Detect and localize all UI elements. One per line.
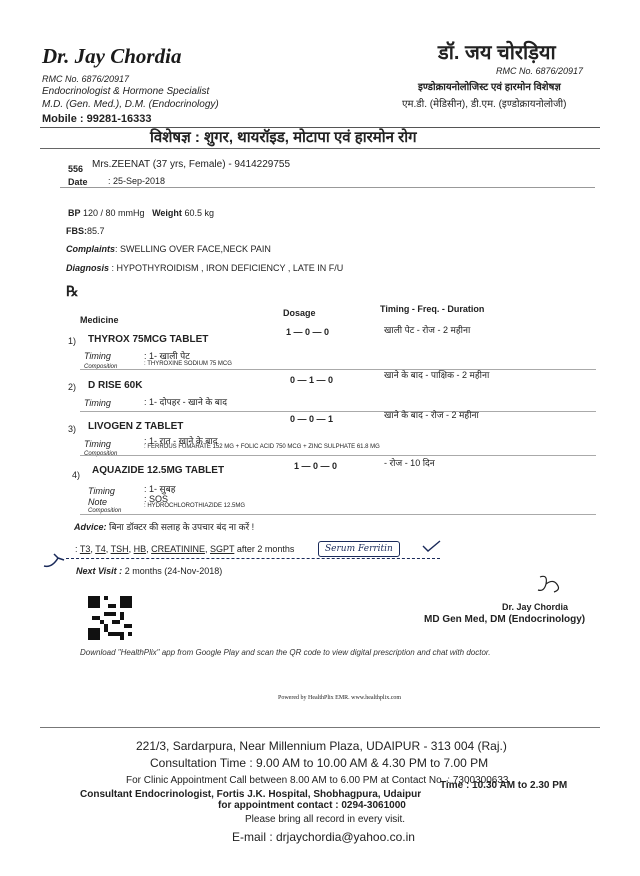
- composition-value: : FERROUS FUMARATE 152 MG + FOLIC ACID 750 MCG + ZINC SULPHATE 61.8 MG: [144, 444, 380, 450]
- row-divider: [80, 369, 596, 370]
- test-item: TSH: [110, 544, 129, 554]
- mobile-number: Mobile : 99281-16333: [42, 113, 152, 125]
- medicine-dose: 1 — 0 — 0: [286, 327, 330, 337]
- doctor-specialty: Endocrinologist & Hormone Specialist: [42, 86, 210, 97]
- rx-symbol: ℞: [66, 285, 79, 300]
- composition-value: : THYROXINE SODIUM 75 MCG: [144, 361, 232, 367]
- test-item: T3: [79, 544, 91, 554]
- header-medicine: Medicine: [80, 315, 119, 325]
- consultation-time: Consultation Time : 9.00 AM to 10.00 AM & 4.30 PM to 7.00 PM: [150, 756, 489, 770]
- email: E-mail : drjaychordia@yahoo.co.in: [232, 830, 415, 844]
- tests-advised: : T3, T4, TSH, HB, CREATININE, SGPT after 2 months: [75, 544, 295, 554]
- timing-value: : 1- खाली पेट: [144, 351, 190, 361]
- header-timing: Timing - Freq. - Duration: [380, 304, 485, 314]
- signature-mark: [534, 574, 564, 594]
- fortis-time: Time : 10.30 AM to 2.30 PM: [440, 780, 568, 791]
- header-dosage: Dosage: [283, 308, 316, 318]
- specialty-banner: विशेषज्ञ : शुगर, थायरॉइड, मोटापा एवं हारमोन रोग: [150, 129, 417, 146]
- complaints: Complaints: SWELLING OVER FACE,NECK PAIN: [66, 244, 271, 254]
- next-visit: Next Visit : 2 months (24-Nov-2018): [76, 566, 223, 576]
- handwritten-check-mark: [420, 538, 444, 554]
- test-item: SGPT: [209, 544, 235, 554]
- test-item: T4: [95, 544, 106, 554]
- fortis-contact: for appointment contact : 0294-3061000: [218, 800, 406, 811]
- handwritten-arrow-mark: [40, 548, 70, 572]
- diagnosis: Diagnosis : HYPOTHYROIDISM , IRON DEFICIENCY , LATE IN F/U: [66, 263, 344, 273]
- qr-code: [88, 596, 132, 640]
- date-value: : 25-Sep-2018: [108, 176, 166, 186]
- powered-by: Powered by HealthPlix EMR. www.healthplix.com: [278, 695, 402, 701]
- medicine-name: D RISE 60K: [88, 380, 143, 391]
- medicine-dose: 0 — 1 — 0: [290, 375, 334, 385]
- row-divider: [80, 514, 596, 515]
- medicine-number: 2): [68, 382, 77, 392]
- composition-label: Composition: [84, 451, 118, 457]
- medicine-dose: 0 — 0 — 1: [290, 414, 334, 424]
- clinic-address: 221/3, Sardarpura, Near Millennium Plaza, UDAIPUR - 313 004 (Raj.): [136, 739, 507, 753]
- divider: [60, 187, 595, 188]
- fortis-info: Consultant Endocrinologist, Fortis J.K. Hospital, Shobhagpura, Udaipur: [80, 789, 422, 800]
- rmc-number: RMC No. 6876/20917: [42, 74, 130, 84]
- timing-label: Timing: [84, 351, 111, 361]
- timing-label: Timing: [84, 398, 111, 408]
- doctor-degrees: M.D. (Gen. Med.), D.M. (Endocrinology): [42, 99, 219, 110]
- medicine-name: THYROX 75MCG TABLET: [88, 334, 209, 345]
- timing-label: Timing: [88, 486, 115, 496]
- medicine-frequency: खाली पेट - रोज - 2 महीना: [384, 325, 471, 335]
- test-item: CREATININE: [151, 544, 205, 554]
- doctor-specialty-hindi: इण्डोक्रायनोलोजिस्ट एवं हारमोन विशेषज्ञ: [418, 82, 561, 93]
- timing-value: : 1- रात - खाने के बाद: [144, 436, 218, 446]
- doctor-degrees-hindi: एम.डी. (मेडिसीन), डी.एम. (इण्डोक्रायनोलोजी): [402, 99, 567, 110]
- timing-value: : 1- दोपहर - खाने के बाद: [144, 397, 228, 407]
- appointment-info: For Clinic Appointment Call between 8.00 AM to 6.00 PM at Contact No. : 7300300633: [126, 775, 509, 786]
- medicine-frequency: खाने के बाद - पाक्षिक - 2 महीना: [384, 370, 490, 380]
- note-label: Note: [88, 497, 108, 507]
- timing-label: Timing: [84, 439, 111, 449]
- date-label: Date: [68, 177, 88, 187]
- handwritten-underline: [66, 558, 440, 559]
- rmc-number-right: RMC No. 6876/20917: [496, 66, 584, 76]
- row-divider: [80, 455, 596, 456]
- medicine-frequency: - रोज - 10 दिन: [384, 458, 435, 468]
- patient-id: 556: [68, 164, 84, 174]
- medicine-number: 1): [68, 336, 77, 346]
- note-value: : SOS: [144, 494, 169, 504]
- medicine-frequency: खाने के बाद - रोज - 2 महीना: [384, 410, 479, 420]
- row-divider: [80, 411, 596, 412]
- signature-doctor-name: Dr. Jay Chordia: [502, 602, 569, 612]
- medicine-name: AQUAZIDE 12.5MG TABLET: [92, 465, 225, 476]
- divider: [40, 148, 600, 149]
- doctor-name: Dr. Jay Chordia: [42, 44, 182, 68]
- divider: [40, 727, 600, 728]
- bring-records: Please bring all record in every visit.: [245, 814, 406, 825]
- test-item: HB: [133, 544, 147, 554]
- handwritten-test-note: Serum Ferritin: [318, 541, 400, 557]
- composition-label: Composition: [88, 508, 122, 514]
- medicine-number: 3): [68, 424, 77, 434]
- doctor-name-hindi: डॉ. जय चोरड़िया: [438, 42, 556, 64]
- medicine-name: LIVOGEN Z TABLET: [88, 421, 184, 432]
- download-instructions: Download "HealthPlix" app from Google Play and scan the QR code to view digital prescription and chat with doctor.: [80, 648, 491, 657]
- medicine-number: 4): [72, 470, 81, 480]
- composition-label: Composition: [84, 364, 118, 370]
- medicine-dose: 1 — 0 — 0: [294, 461, 338, 471]
- vitals-fbs: FBS:85.7: [66, 226, 105, 236]
- patient-info: Mrs.ZEENAT (37 yrs, Female) - 9414229755: [92, 159, 291, 170]
- advice: Advice: बिना डॉक्टर की सलाह के उपचार बंद ना करें !: [74, 522, 255, 532]
- timing-value: : 1- सुबह: [144, 484, 176, 494]
- vitals-bp-weight: BP 120 / 80 mmHg Weight 60.5 kg: [68, 208, 214, 218]
- signature-qualification: MD Gen Med, DM (Endocrinology): [424, 614, 586, 625]
- composition-value: : HYDROCHLOROTHIAZIDE 12.5MG: [144, 503, 246, 509]
